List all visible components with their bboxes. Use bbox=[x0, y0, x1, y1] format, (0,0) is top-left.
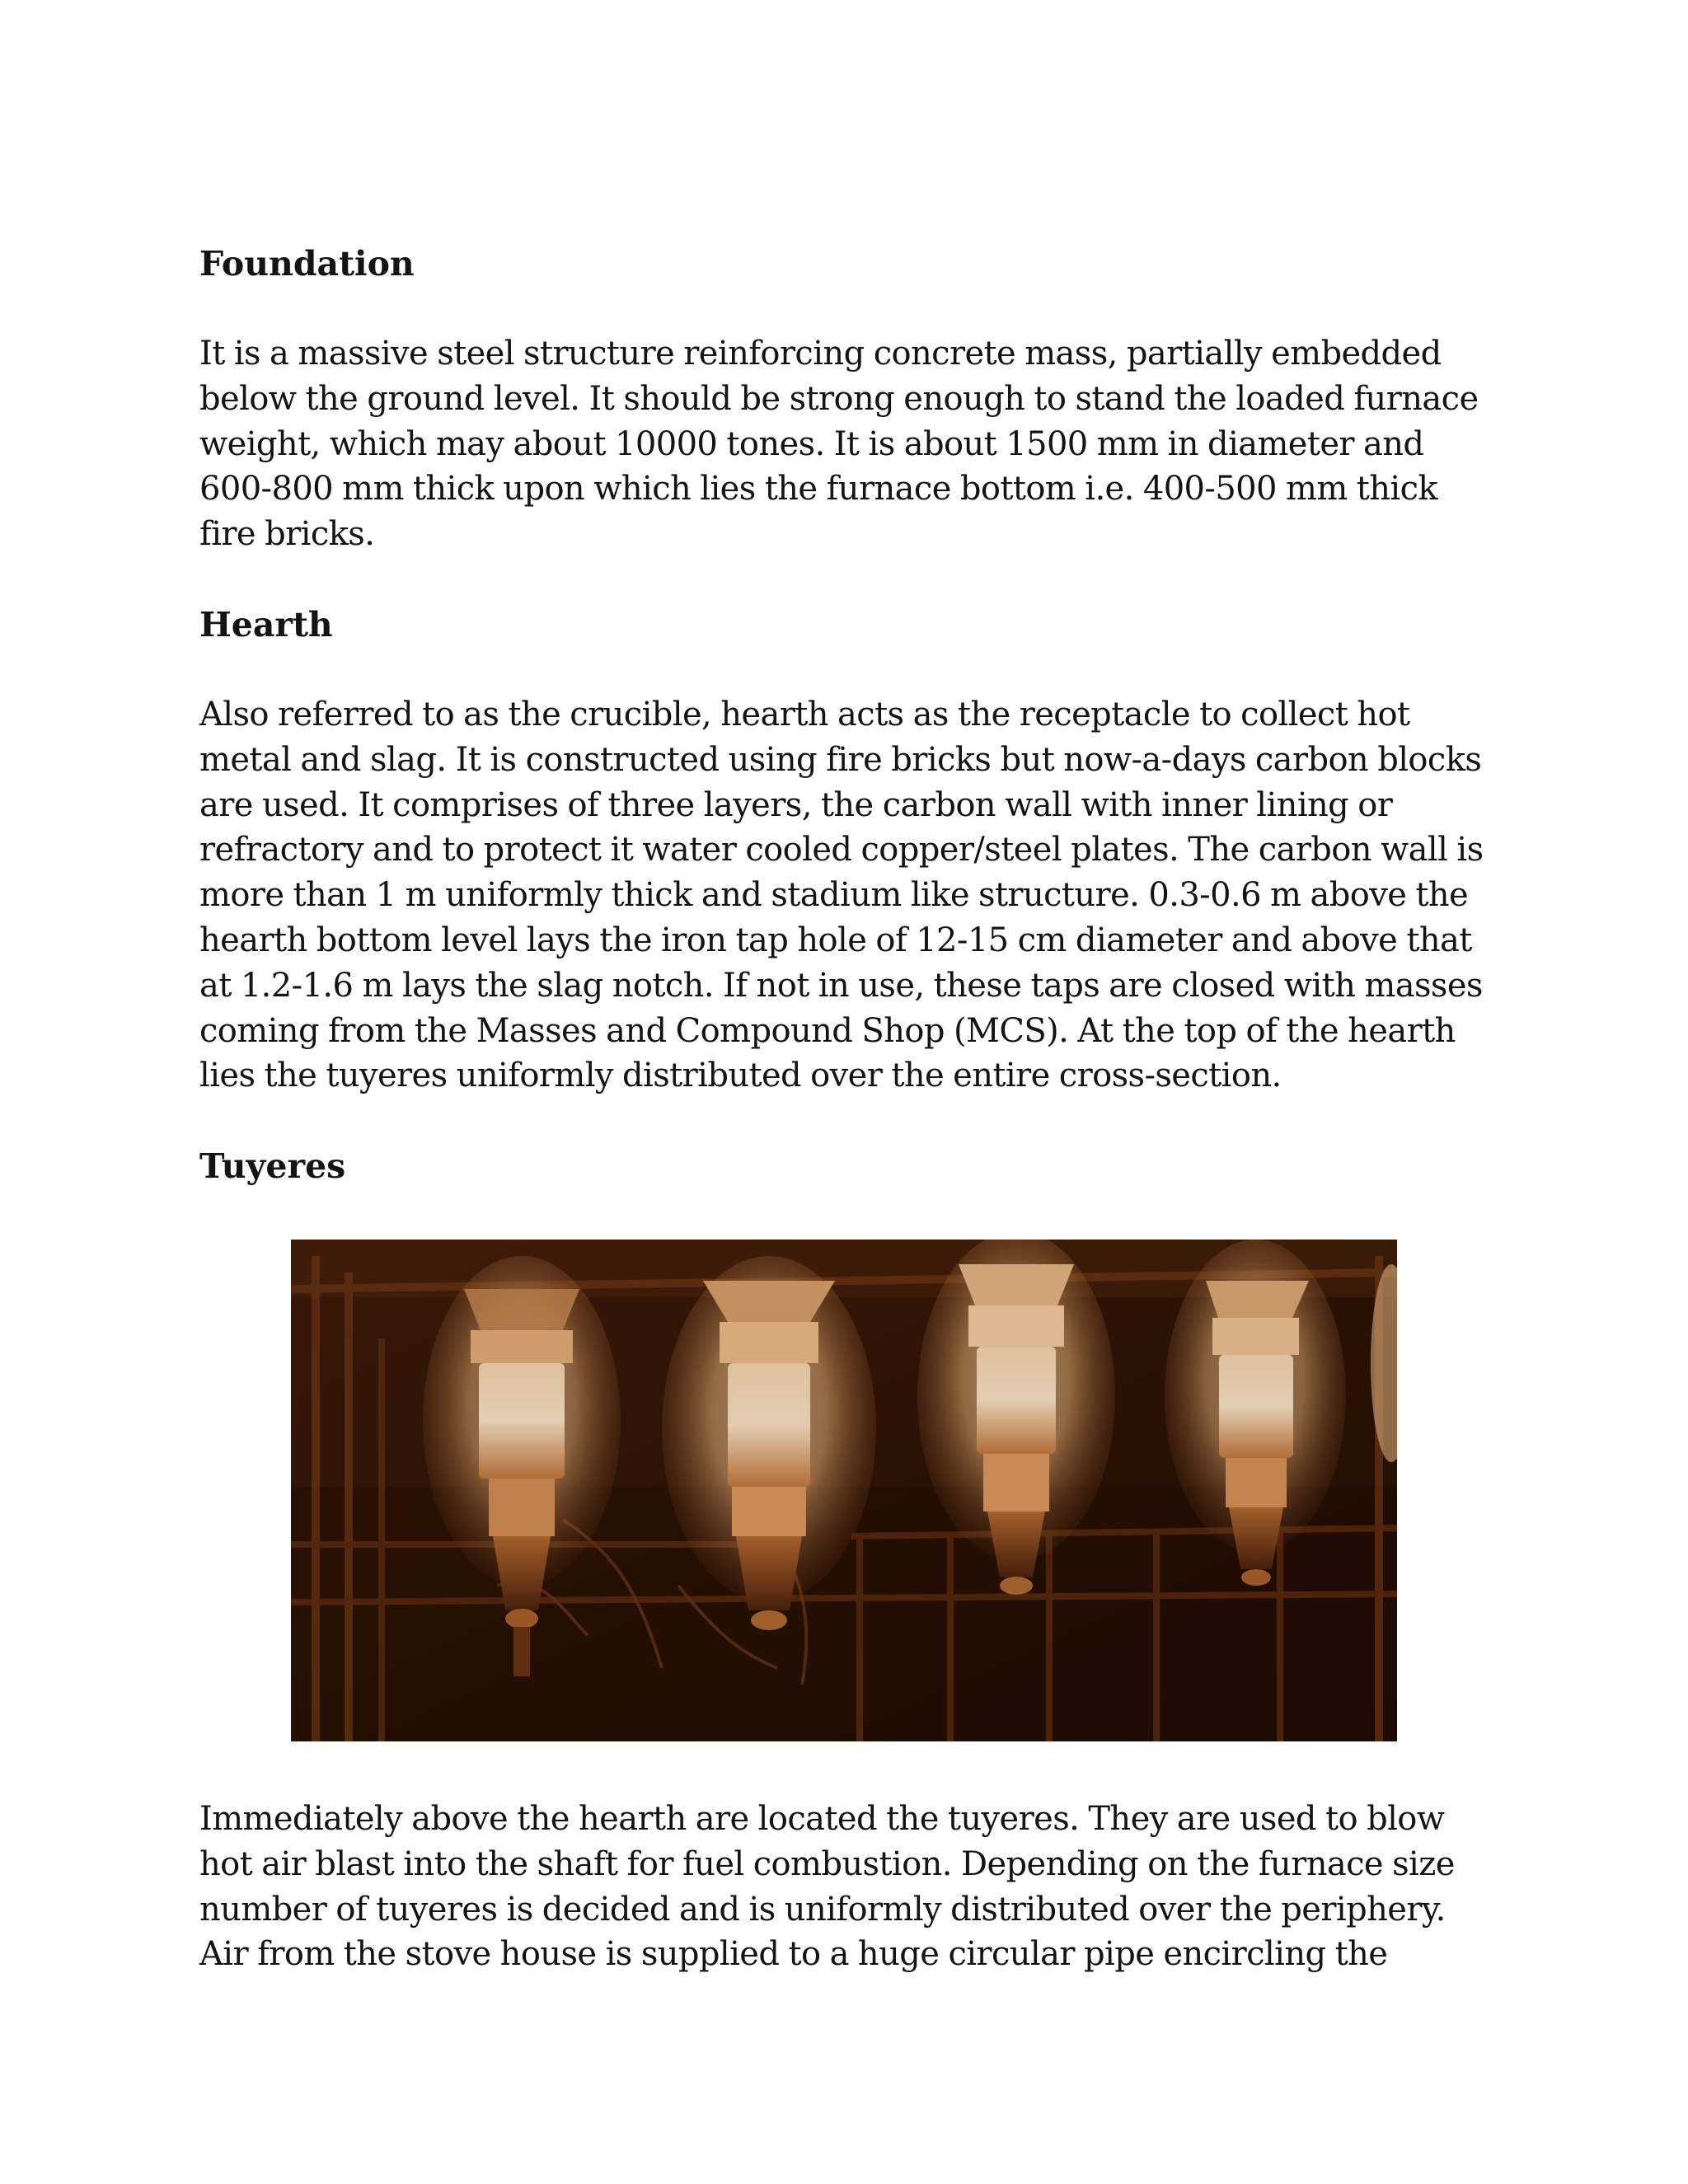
document-page-continued bbox=[199, 1797, 1502, 1977]
document-page bbox=[199, 241, 1502, 1189]
heading-hearth: Hearth bbox=[199, 604, 333, 644]
paragraph-hearth: Also referred to as the crucible, hearth acts as the receptacle to collect hot metal and slag. It is constructed using fire bricks but now-a-days carbon blocks are used. It comprises of three layers, the carbon wall with inner lining or refractory and to protect it water cooled copper/steel plates. The carbon wall is more than 1 m uniformly thick and stadium like structure. 0.3-0.6 m above the hearth bottom level lays the iron tap hole of 12-15 cm diameter and above that at 1.2-1.6 m lays the slag notch. If not in use, these taps are closed with masses coming from the Masses and Compound Shop (MCS). At the top of the hearth lies the tuyeres uniformly distributed over the entire cross-section. bbox=[199, 695, 1484, 1095]
heading-foundation: Foundation bbox=[199, 244, 415, 284]
tuyeres-photo bbox=[291, 1240, 1397, 1741]
paragraph-tuyeres: Immediately above the hearth are located the tuyeres. They are used to blow hot air blast into the shaft for fuel combustion. Depending on the furnace size number of tuyeres is decided and is uniformly distributed over the periphery. Air from the stove house is supplied to a huge circular pipe encircling the bbox=[199, 1800, 1455, 1974]
paragraph-foundation: It is a massive steel structure reinforcing concrete mass, partially embedded below the ground level. It should be strong enough to stand the loaded furnace weight, which may about 10000 tones. It is about 1500 mm in diameter and 600-800 mm thick upon which lies the furnace bottom i.e. 400-500 mm thick fire bricks. bbox=[199, 335, 1479, 554]
heading-tuyeres: Tuyeres bbox=[199, 1146, 346, 1187]
